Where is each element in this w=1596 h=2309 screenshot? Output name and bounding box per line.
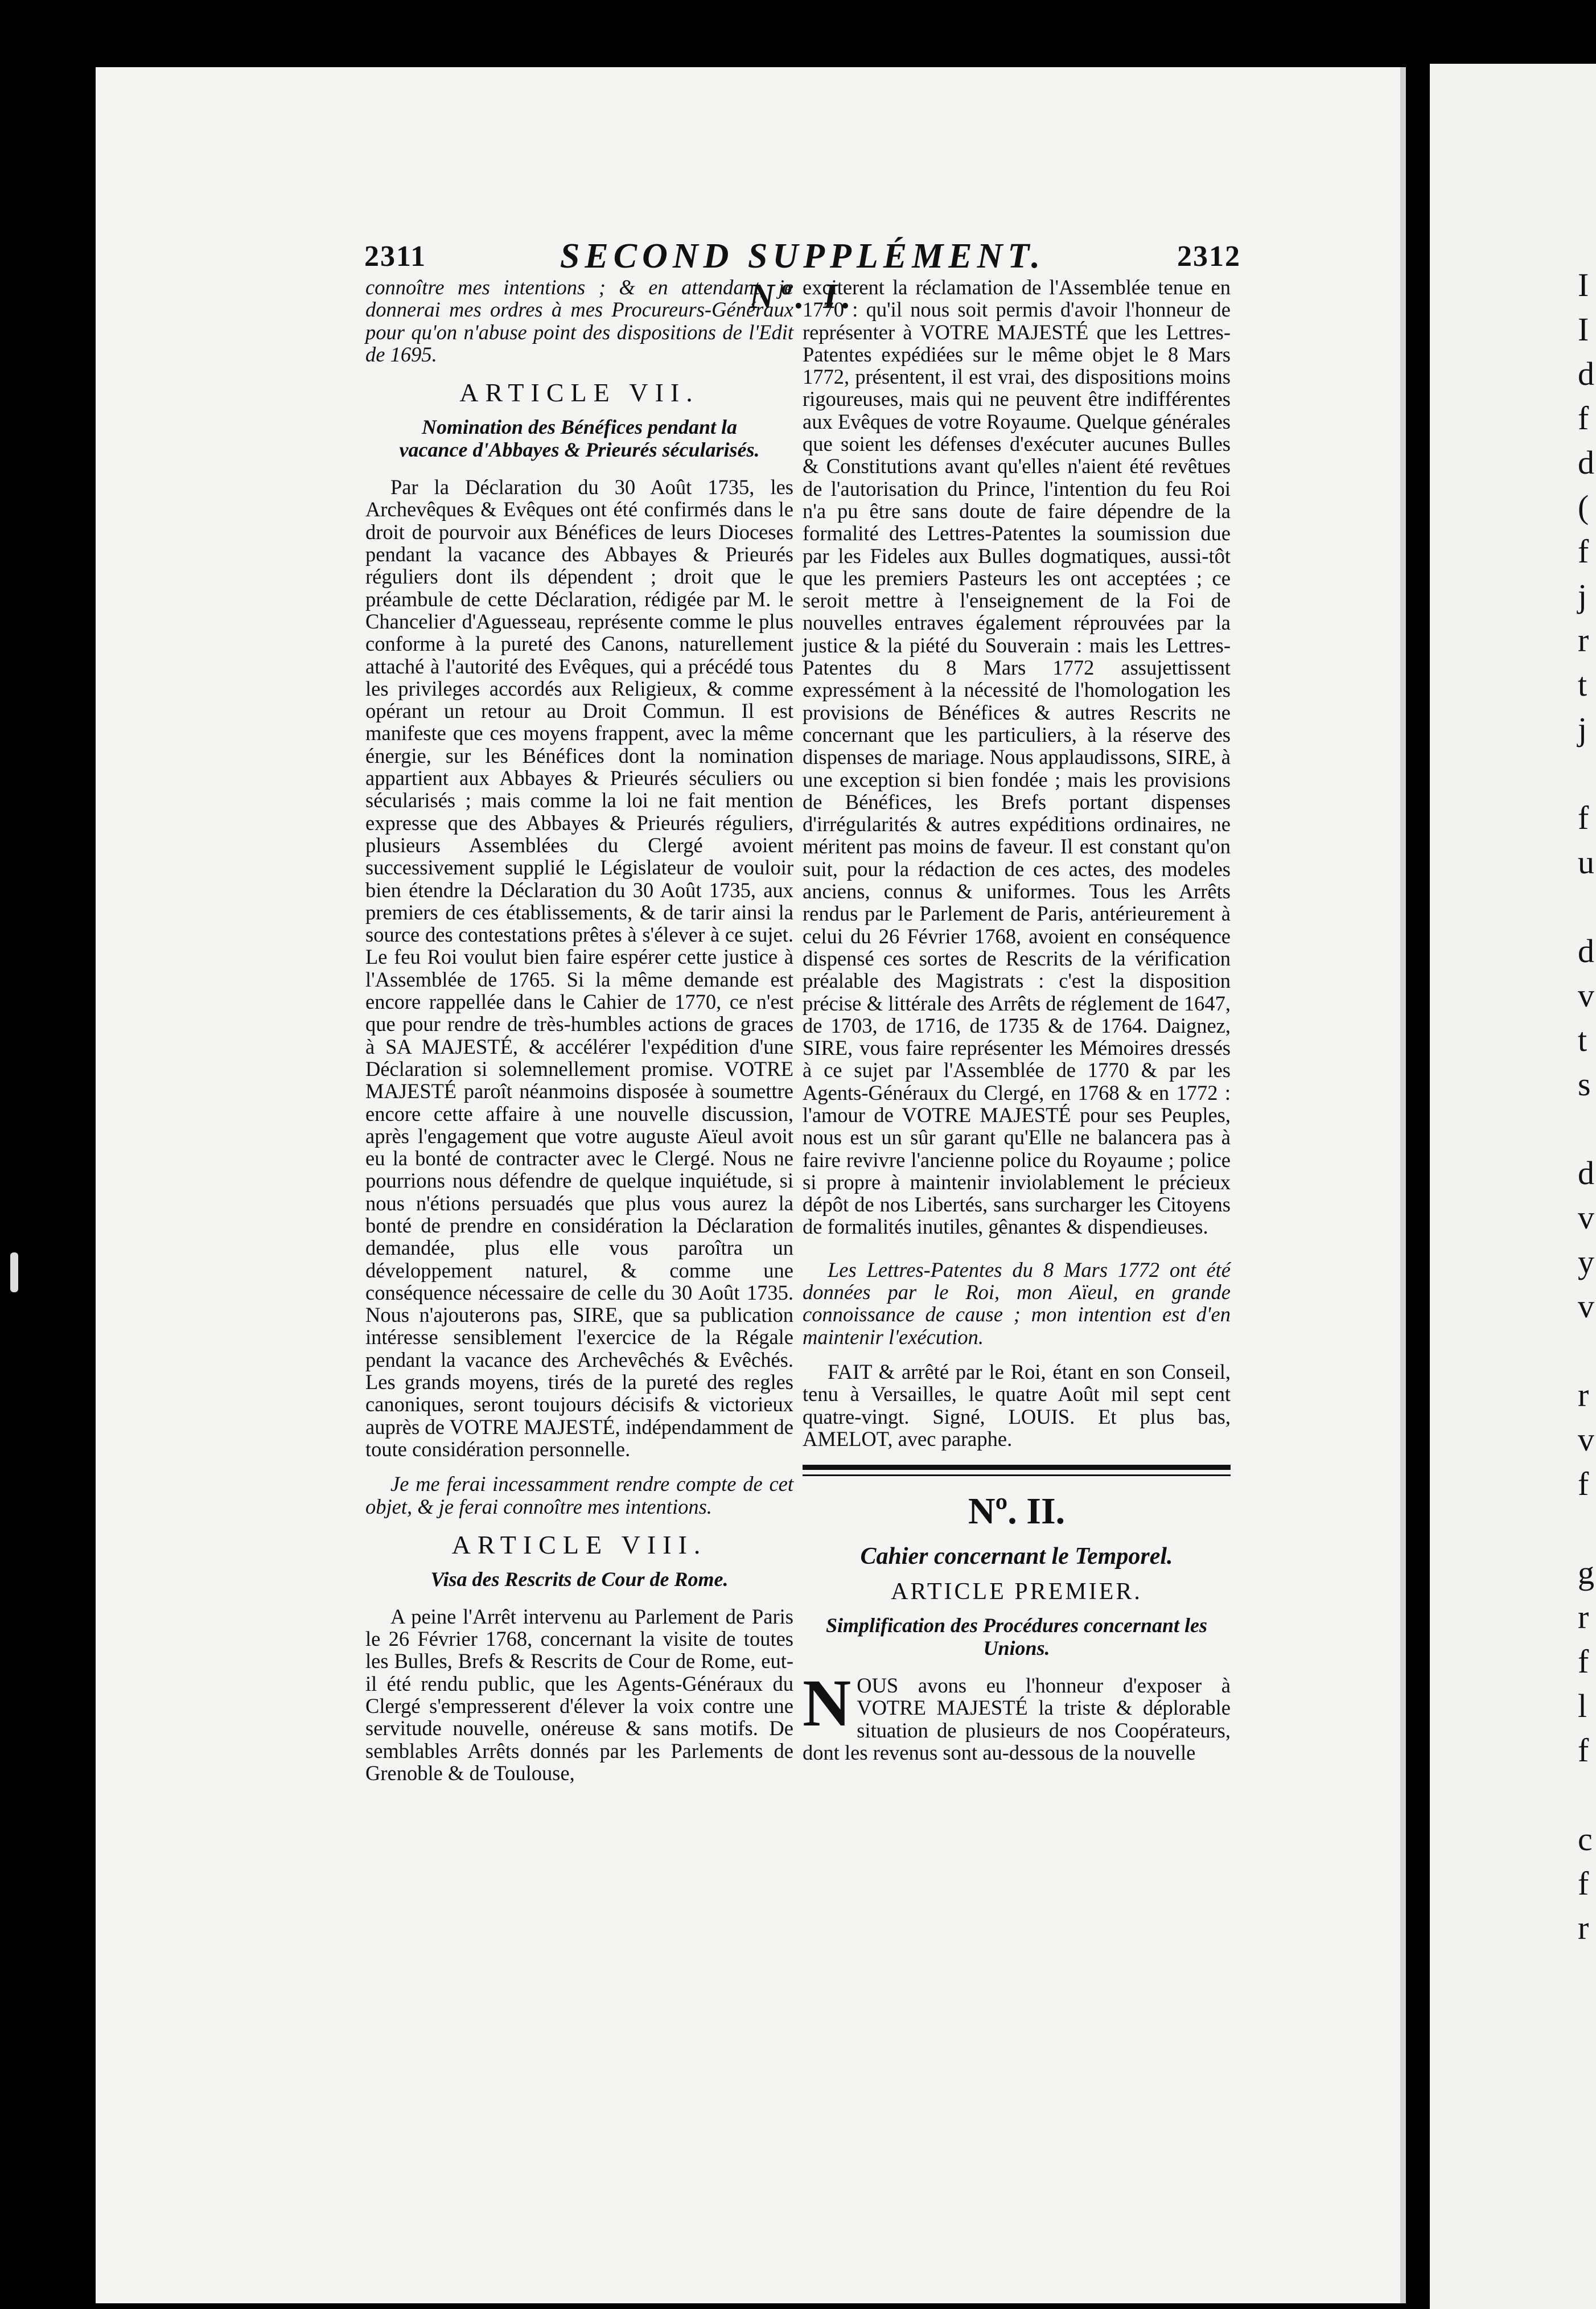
closing-formula: FAIT & arrêté par le Roi, étant en son Conseil, tenu à Versailles, le quatre Août mil sept cent quatre-vingt. Signé, LOUIS. Et plus bas, AMELOT, avec paraphe. [803,1359,1231,1451]
facing-page-edge [1430,64,1596,2309]
scan-artifact [10,1252,18,1292]
article-premier-subtitle: Simplification des Procédures concernant les Unions. [826,1614,1207,1660]
cahier-title: Cahier concernant le Temporel. [860,1543,1173,1570]
intro-paragraph: connoître mes intentions ; & en attendant, je donnerai mes ordres à mes Procureurs-Généraux pour qu'on n'abuse point des dispositions de l'Edit de 1695. [365,276,793,366]
article-vii-body: Par la Déclaration du 30 Août 1735, les Archevêques & Evêques ont été confirmés dans le droit de pourvoir aux Bénéfices de leurs Dioceses pendant la vacance des Abbayes & Prieurés réguliers dont ils dépendent ; droit que le préambule de cette Déclaration, rédigée par M. le Chancelier d'Aguesseau, représente comme le plus conforme à la pureté des Canons, naturellement attaché à l'autorité des Evêques, qui a précédé tous les privileges accordés aux Religieux, & comme opérant un retour au Droit Commun. Il est manifeste que ces moyens frappent, avec la même énergie, sur les Bénéfices dont la nomination appartient aux Abbayes & Prieurés séculiers ou sécularisés ; mais comme la loi ne fait mention expresse que des Abbayes & Prieurés réguliers, plusieurs Assemblées du Clergé avoient successivement supplié le Législateur de vouloir bien étendre la Déclaration du 30 Août 1735, aux premiers de ces établissements, & de tarir ainsi la source des contestations prêtes à s'élever à ce sujet. Le feu Roi voulut bien faire espérer cette justice à l'Assemblée de 1765. Si la même demande est encore rappellée dans le Cahier de 1770, ce n'est que pour rendre de très-humbles actions de graces à SA MAJESTÉ, & accélérer l'expédition d'une Déclaration si solemnellement promise. VOTRE MAJESTÉ paroît néanmoins disposée à soumettre encore cette affaire à une nouvelle discussion, après l'engagement que votre auguste Aïeul avoit eu la bonté de contracter avec le Clergé. Nous ne pourrions nous défendre de quelque inquiétude, si nous n'étions persuadés que plus vous aurez la bonté de prendre en considération la Déclaration demandée, plus elle vous paroîtra un développement naturel, & comme une conséquence nécessaire de celle du 30 Août 1735. Nous n'ajouterons pas, SIRE, que sa publication intéresse sensiblement l'exercice de la Régale pendant la vacance des Archevêchés & Evêchés. Les grands moyens, tirés de la pureté des regles canoniques, seront toujours décisifs & victorieux auprès de VOTRE MAJESTÉ, indépendamment de toute considération personnelle. [365,475,793,1461]
continued-paragraph: exciterent la réclamation de l'Assemblée tenue en 1770 : qu'il nous soit permis d'avoir l'honneur de représenter à VOTRE MAJESTÉ que les Lettres-Patentes expédiées sur le même objet le 8 Mars 1772, présentent, il est vrai, des dispositions moins rigoureuses, mais qui ne peuvent être indifférentes aux Evêques de votre Royaume. Quelque générales que soient les défenses d'exécuter aucunes Bulles & Constitutions avant qu'elles n'aient été revêtues de l'autorisation du Prince, l'intention du feu Roi n'a pu être sans doute de faire dépendre de la formalité des Lettres-Patentes la soumission due par les Fideles aux Bulles dogmatiques, aussi-tôt que les premiers Pasteurs les ont acceptées ; ce seroit mettre à l'enseignement de la Foi de nouvelles entraves également réprouvées par la justice & la piété du Souverain : mais les Lettres-Patentes du 8 Mars 1772 assujettissent expressément à la nécessité de l'homologation les provisions de Bénéfices & autres Rescrits ne concernant que les particuliers, à la réserve des dispenses de mariage. Nous applaudissons, SIRE, à une exception si bien fondée ; mais les provisions de Bénéfices, les Brefs portant dispenses d'irrégularités & autres expéditions ordinaires, ne méritent pas moins de faveur. Il est constant qu'on suit, pour la rédaction de ces actes, des modeles anciens, connus & uniformes. Tous les Arrêts rendus par le Parlement de Paris, antérieurement à celui du 26 Février 1768, avoient en conséquence dispensé ces sortes de Rescrits de la vérification préalable des Magistrats : c'est la disposition précise & littérale des Arrêts de réglement de 1647, de 1703, de 1716, de 1735 & de 1764. Daignez, SIRE, vous faire représenter les Mémoires dressés à ce sujet par l'Assemblée de 1770 & par les Agents-Généraux du Clergé, en 1768 & en 1772 : l'amour de VOTRE MAJESTÉ pour ses Peuples, nous est un sûr garant qu'Elle ne balancera pas à faire revivre l'ancienne police du Royaume ; police si propre à maintenir inviolablement le précieux dépôt de nos Libertés, sans surcharger les Citoyens de formalités inutiles, gênantes & dispendieuses. [803,276,1231,1239]
running-title: SECOND SUPPLÉMENT. Nº. I. [560,237,1046,316]
page-number-right: 2312 [1177,240,1241,273]
article-vii-subtitle: Nomination des Bénéfices pendant la vacance d'Abbayes & Prieurés sécularisés. [399,416,760,462]
article-vii-heading: ARTICLE VII. [459,378,700,408]
article-viii-body: A peine l'Arrêt intervenu au Parlement de Paris le 26 Février 1768, concernant la visite de toutes les Bulles, Brefs & Rescrits de Cour de Rome, eut-il été rendu public, que les Agents-Généraux du Clergé s'empresserent d'élever la voix contre une servitude nouvelle, onéreuse & sans motifs. De semblables Arrêts donnés par les Parlements de Grenoble & de Toulouse, [365,1604,793,1785]
page-number-left: 2311 [364,240,427,273]
right-column [803,276,1231,1764]
number-ii-heading: Nº. II. [968,1490,1066,1533]
final-paragraph [803,1666,1231,1765]
section-divider [803,1465,1231,1476]
final-paragraph-text: OUS avons eu l'honneur d'exposer à VOTRE MAJESTÉ la triste & déplorable situation de plusieurs de nos Coopérateurs, dont les revenus sont au-dessous de la nouvelle [803,1674,1231,1765]
article-premier-heading: ARTICLE PREMIER. [891,1579,1142,1605]
drop-cap: N [803,1666,852,1741]
left-column [365,276,793,1784]
page-header [364,236,1241,316]
royal-reply: Les Lettres-Patentes du 8 Mars 1772 ont été données par le Roi, mon Aïeul, en grande connoissance de cause ; mon intention est d'en maintenir l'exécution. [803,1258,1231,1349]
article-viii-heading: ARTICLE VIII. [451,1530,707,1559]
article-viii-subtitle: Visa des Rescrits de Cour de Rome. [430,1567,729,1591]
facing-page-text: I I d f d ( f j r t j f u d v t s d v y v r v f g r f l f c f r [1578,266,1594,1946]
article-vii-reply: Je me ferai incessamment rendre compte de cet objet, & je ferai connoître mes intentions. [365,1472,793,1518]
